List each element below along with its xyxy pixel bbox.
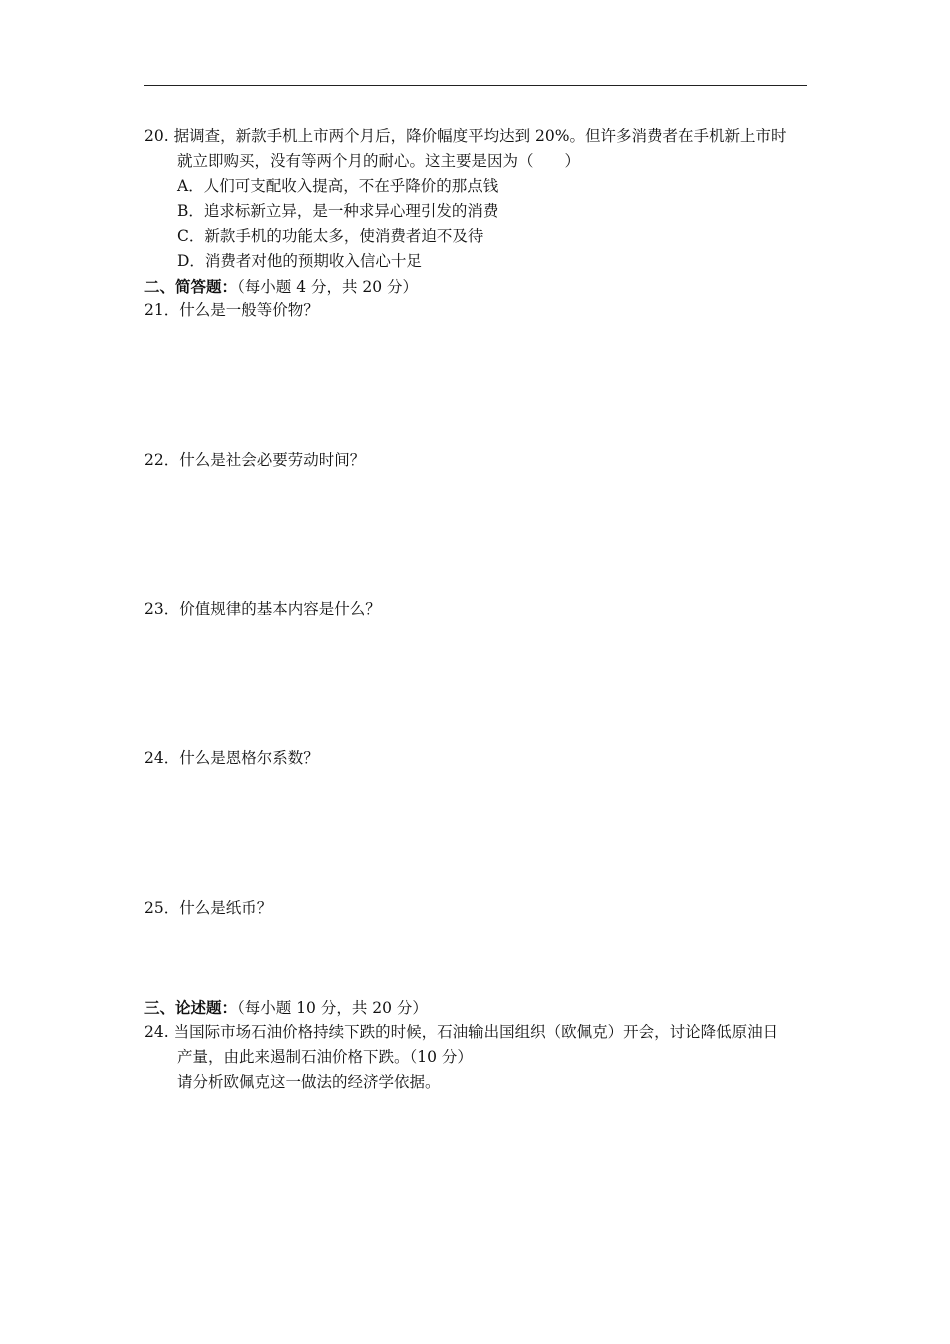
- q20-stem-line2: 就立即购买，没有等两个月的耐心。这主要是因为（ ）: [177, 152, 581, 170]
- section2-title: 二、简答题：: [144, 277, 238, 296]
- q20-option-d: D．消费者对他的预期收入信心十足: [177, 252, 422, 270]
- question-25: 25．什么是纸币？: [144, 899, 273, 917]
- section3-note: （每小题 10 分，共 20 分）: [237, 999, 428, 1017]
- header-rule: [144, 85, 807, 86]
- essay-question-line1: 24. 当国际市场石油价格持续下跌的时候，石油输出国组织（欧佩克）开会，讨论降低原油日: [144, 1023, 779, 1041]
- q20-stem-line1: 20. 据调查，新款手机上市两个月后，降价幅度平均达到 20%。但许多消费者在手机新上市时: [144, 127, 787, 145]
- q20-option-b: B．追求标新立异，是一种求异心理引发的消费: [177, 202, 499, 220]
- q20-option-a: A．人们可支配收入提高，不在乎降价的那点钱: [177, 177, 499, 195]
- question-24: 24．什么是恩格尔系数？: [144, 749, 319, 767]
- essay-question-line3: 请分析欧佩克这一做法的经济学依据。: [177, 1073, 441, 1091]
- section3-heading: [144, 995, 428, 1021]
- section3-title: 三、论述题：: [144, 998, 238, 1017]
- section2-heading: [144, 274, 418, 300]
- q20-option-c: C．新款手机的功能太多，使消费者迫不及待: [177, 227, 484, 245]
- question-23: 23．价值规律的基本内容是什么？: [144, 600, 381, 618]
- section2-note: （每小题 4 分，共 20 分）: [237, 278, 419, 296]
- question-21: 21．什么是一般等价物？: [144, 301, 319, 319]
- essay-question-line2: 产量，由此来遏制石油价格下跌。（10 分）: [177, 1048, 473, 1066]
- question-22: 22．什么是社会必要劳动时间？: [144, 451, 366, 469]
